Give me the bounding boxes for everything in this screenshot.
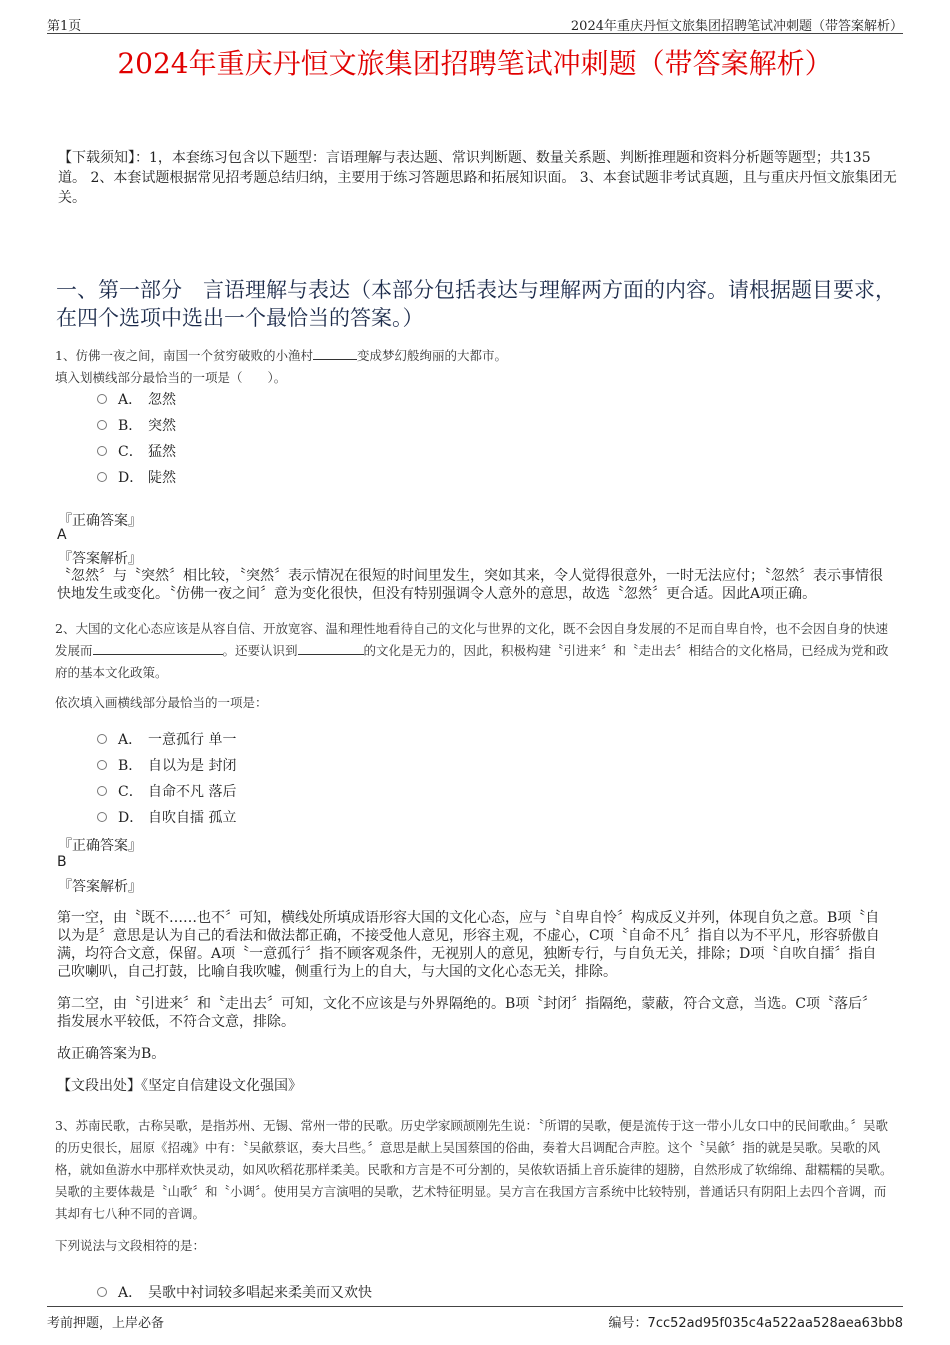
page-header — [47, 0, 903, 34]
radio-icon[interactable] — [97, 760, 107, 770]
option-d[interactable]: D． 陡然 — [97, 464, 597, 490]
footer-divider — [47, 1306, 903, 1307]
option-c[interactable]: C． 自命不凡 落后 — [97, 778, 597, 804]
option-a[interactable]: A． 忽然 — [97, 386, 597, 412]
answer-heading: 『正确答案』 — [58, 513, 142, 529]
question-3-stem: 3、苏南民歌，古称吴歌，是指苏州、无锡、常州一带的民歌。历史学家顾颉刚先生说：〝所谓的吴歌，便是流传于这一带小儿女口中的民间歌曲。〞吴歌的历史很长，屈原《招魂》中有：〝吴歈蔡讴，奏大吕些。〞意思是献上吴国蔡国的俗曲，奏着大吕调配合声腔。这个〝吴歈〞指的就是吴歌。吴歌的风格，就如鱼游水中那样欢快灵动，如风吹稻花那样柔美。民歌和方言是不可分割的，吴侬软语插上音乐旋律的翅膀，自然形成了软绵绵、甜糯糯的吴歌。吴歌的主要体裁是〝山歌〞和〝小调〞。使用吴方言演唱的吴歌，艺术特征明显。吴方言在我国方言系统中比较特别，普通话只有阴阳上去四个音调，而其却有七八种不同的音调。 — [55, 1118, 893, 1221]
radio-icon[interactable] — [97, 472, 107, 482]
question-2-options — [97, 726, 597, 830]
analysis-paragraph: 第二空，由〝引进来〞和〝走出去〞可知，文化不应该是与外界隔绝的。B项〝封闭〞指隔绝，蒙蔽，符合文意，当选。C项〝落后〞指发展水平较低，不符合文意，排除。 — [57, 996, 876, 1030]
section-heading: 一、第一部分 言语理解与表达（本部分包括表达与理解两方面的内容。请根据题目要求，在四个选项中选出一个最恰当的答案。） — [56, 278, 896, 330]
analysis-heading: 『答案解析』 — [58, 879, 142, 895]
radio-icon[interactable] — [97, 812, 107, 822]
blank — [298, 640, 364, 655]
footer-serial: 编号：7cc52ad95f035c4a522aa528aea63bb8 — [608, 1316, 903, 1331]
question-2-analysis — [57, 909, 887, 1109]
analysis-paragraph: 故正确答案为B。 — [57, 1046, 166, 1062]
option-b[interactable]: B． 自以为是 封闭 — [97, 752, 597, 778]
blank — [313, 345, 357, 360]
header-doc-title: 2024年重庆丹恒文旅集团招聘笔试冲刺题（带答案解析） — [570, 19, 903, 34]
question-3 — [55, 1115, 895, 1257]
question-3-prompt: 下列说法与文段相符的是： — [55, 1238, 206, 1253]
question-2 — [55, 618, 895, 714]
analysis-heading: 『答案解析』 — [58, 551, 142, 567]
option-a[interactable]: A． 吴歌中衬词较多唱起来柔美而又欢快 — [97, 1279, 597, 1305]
source-note: 【文段出处】《坚定自信建设文化强国》 — [57, 1078, 302, 1094]
question-2-prompt: 依次填入画横线部分最恰当的一项是： — [55, 695, 268, 710]
radio-icon[interactable] — [97, 786, 107, 796]
option-d[interactable]: D． 自吹自擂 孤立 — [97, 804, 597, 830]
option-c[interactable]: C． 猛然 — [97, 438, 597, 464]
question-2-stem: 2、大国的文化心态应该是从容自信、开放宽容、温和理性地看待自己的文化与世界的文化，既不会因自身发展的不足而自卑自怜，也不会因自身的快速发展而 。还要认识到 的文化是无力的，因此，积极构建〝引进来〞和〝走出去〞相结合的文化格局，已经成为党和政府的基本文化政策。 — [55, 621, 889, 680]
question-3-options — [97, 1279, 597, 1305]
question-1-options — [97, 386, 597, 490]
question-1-stem: 1、仿佛一夜之间，南国一个贫穷破败的小渔村 变成梦幻般绚丽的大都市。 — [55, 345, 895, 367]
question-1-analysis: 〝忽然〞与〝突然〞相比较，〝突然〞表示情况在很短的时间里发生，突如其来，令人觉得很意外，一时无法应付；〝忽然〞表示事情很快地发生或变化。〝仿佛一夜之间〞意为变化很快，但没有特别强调令人意外的意思，故选〝忽然〞更合适。因此A项正确。 — [57, 568, 883, 602]
radio-icon[interactable] — [97, 734, 107, 744]
question-2-answer: B — [57, 854, 67, 870]
analysis-paragraph: 第一空，由〝既不……也不〞可知，横线处所填成语形容大国的文化心态，应与〝自卑自怜〞构成反义并列，体现自负之意。B项〝自以为是〞意思是认为自己的看法和做法都正确，不接受他人意见，形容主观，不虚心，C项〝自命不凡〞指自以为不平凡，形容骄傲自满，均符合文意，保留。A项〝一意孤行〞指不顾客观条件，无视别人的意见，独断专行，与自负无关，排除；D项〝自吹自擂〞指自己吹喇叭，自己打鼓，比喻自我吹嘘，侧重行为上的自大，与大国的文化心态无关，排除。 — [57, 910, 880, 980]
radio-icon[interactable] — [97, 394, 107, 404]
radio-icon[interactable] — [97, 1287, 107, 1297]
question-1-prompt: 填入划横线部分最恰当的一项是（ ）。 — [55, 370, 287, 385]
option-a[interactable]: A． 一意孤行 单一 — [97, 726, 597, 752]
download-notice: 【下载须知】：1，本套练习包含以下题型：言语理解与表达题、常识判断题、数量关系题、判断推理题和资料分析题等题型；共135道。 2、本套试题根据常见招考题总结归纳，主要用于练习答题思路和拓展知识面。 3、本套试题非考试真题，且与重庆丹恒文旅集团无关。 — [58, 150, 897, 206]
option-b[interactable]: B． 突然 — [97, 412, 597, 438]
radio-icon[interactable] — [97, 446, 107, 456]
page-title: 2024年重庆丹恒文旅集团招聘笔试冲刺题（带答案解析） — [117, 47, 833, 80]
radio-icon[interactable] — [97, 420, 107, 430]
footer-slogan: 考前押题，上岸必备 — [47, 1316, 165, 1331]
question-1 — [55, 345, 895, 389]
blank — [93, 640, 223, 655]
answer-heading: 『正确答案』 — [58, 838, 142, 854]
page-number: 第1页 — [47, 19, 82, 34]
question-1-answer: A — [57, 527, 67, 543]
